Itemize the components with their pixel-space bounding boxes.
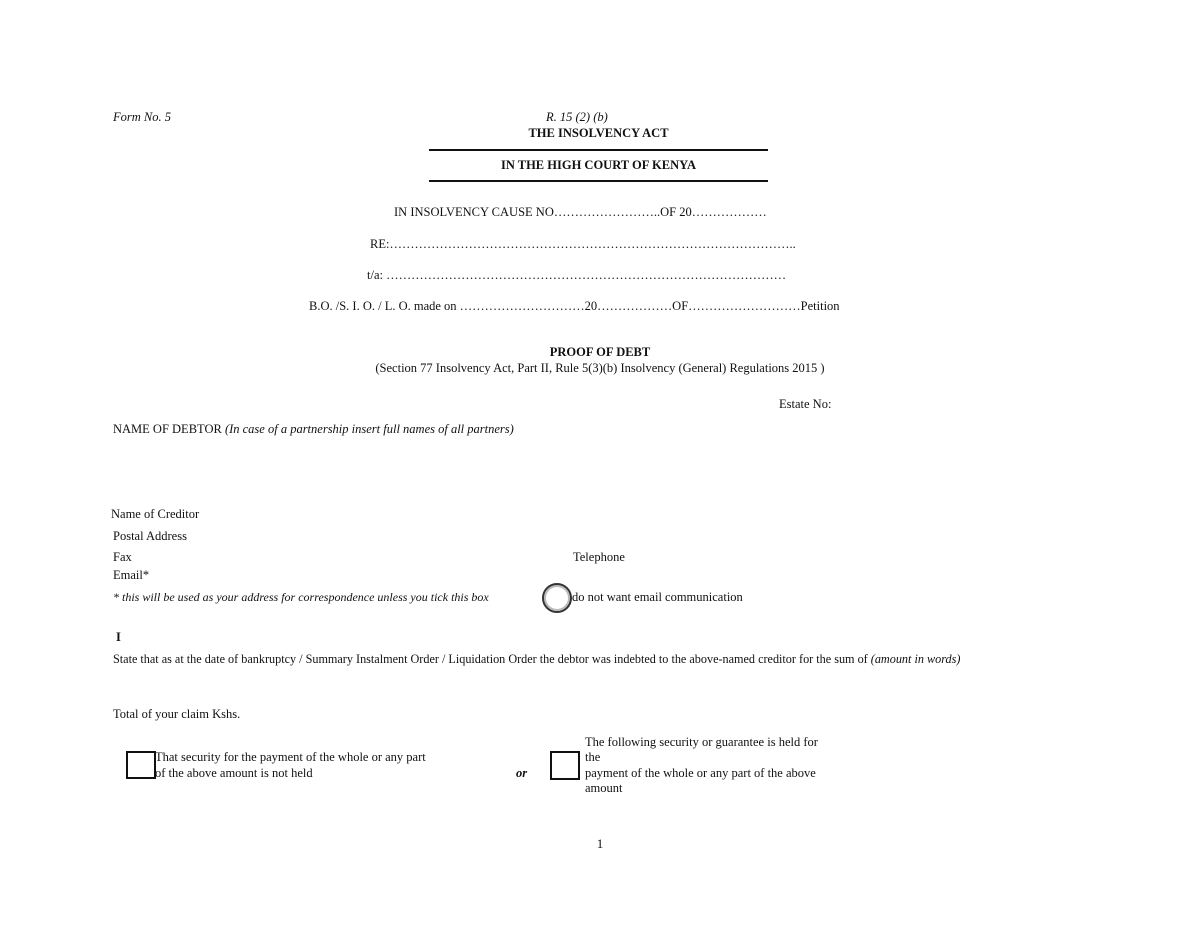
security-not-held-line1: That security for the payment of the whole or any part: [155, 750, 426, 764]
security-held-line1: The following security or guarantee is held for: [585, 735, 818, 749]
act-title: THE INSOLVENCY ACT: [528, 126, 669, 140]
estate-no-label: Estate No:: [779, 397, 832, 411]
form-number: Form No. 5: [113, 110, 171, 124]
security-held-line2: the: [585, 750, 601, 764]
email-optout-label: do not want email communication: [572, 590, 743, 604]
security-held-line3: payment of the whole or any part of the above: [585, 766, 816, 780]
email-optout-checkbox[interactable]: [542, 583, 572, 613]
rule-reference: R. 15 (2) (b): [546, 110, 608, 124]
security-held-checkbox[interactable]: [550, 751, 580, 780]
debtor-name-note: (In case of a partnership insert full names of all partners): [224, 422, 514, 436]
security-held-line4: amount: [585, 781, 623, 795]
statement-pronoun: I: [116, 630, 121, 644]
fax-label: Fax: [113, 550, 132, 564]
or-label: or: [516, 766, 528, 780]
divider-top: [429, 149, 768, 151]
proof-of-debt-subtitle: (Section 77 Insolvency Act, Part II, Rule 5(3)(b) Insolvency (General) Regulations 2015 ): [375, 361, 825, 375]
divider-bottom: [429, 180, 768, 182]
court-title: IN THE HIGH COURT OF KENYA: [500, 158, 697, 172]
email-label: Email*: [113, 568, 150, 582]
page-number: 1: [596, 836, 604, 851]
email-correspondence-note: * this will be used as your address for correspondence unless you tick this box: [113, 590, 489, 604]
cause-number-line: IN INSOLVENCY CAUSE NO……………………..OF 20………………: [394, 205, 767, 219]
security-not-held-line2: of the above amount is not held: [155, 766, 313, 780]
proof-of-debt-title: PROOF OF DEBT: [549, 345, 651, 359]
debtor-name-label: NAME OF DEBTOR: [113, 422, 222, 436]
statement-amount-note: (amount in words): [870, 652, 961, 666]
re-line: RE:……………………………………………………………………………………..: [370, 237, 796, 251]
security-not-held-checkbox[interactable]: [126, 751, 156, 779]
telephone-label: Telephone: [573, 550, 625, 564]
order-line: B.O. /S. I. O. / L. O. made on …………………………20………………OF………………………Petition: [309, 299, 840, 313]
total-claim-label: Total of your claim Kshs.: [113, 707, 241, 721]
statement-text: State that as at the date of bankruptcy / Summary Instalment Order / Liquidation Order the debtor was indebted to the above-named creditor for the sum of: [113, 652, 868, 666]
creditor-name-label: Name of Creditor: [111, 507, 200, 521]
trading-as-line: t/a: ……………………………………………………………………………………: [367, 268, 787, 282]
postal-address-label: Postal Address: [113, 529, 187, 543]
